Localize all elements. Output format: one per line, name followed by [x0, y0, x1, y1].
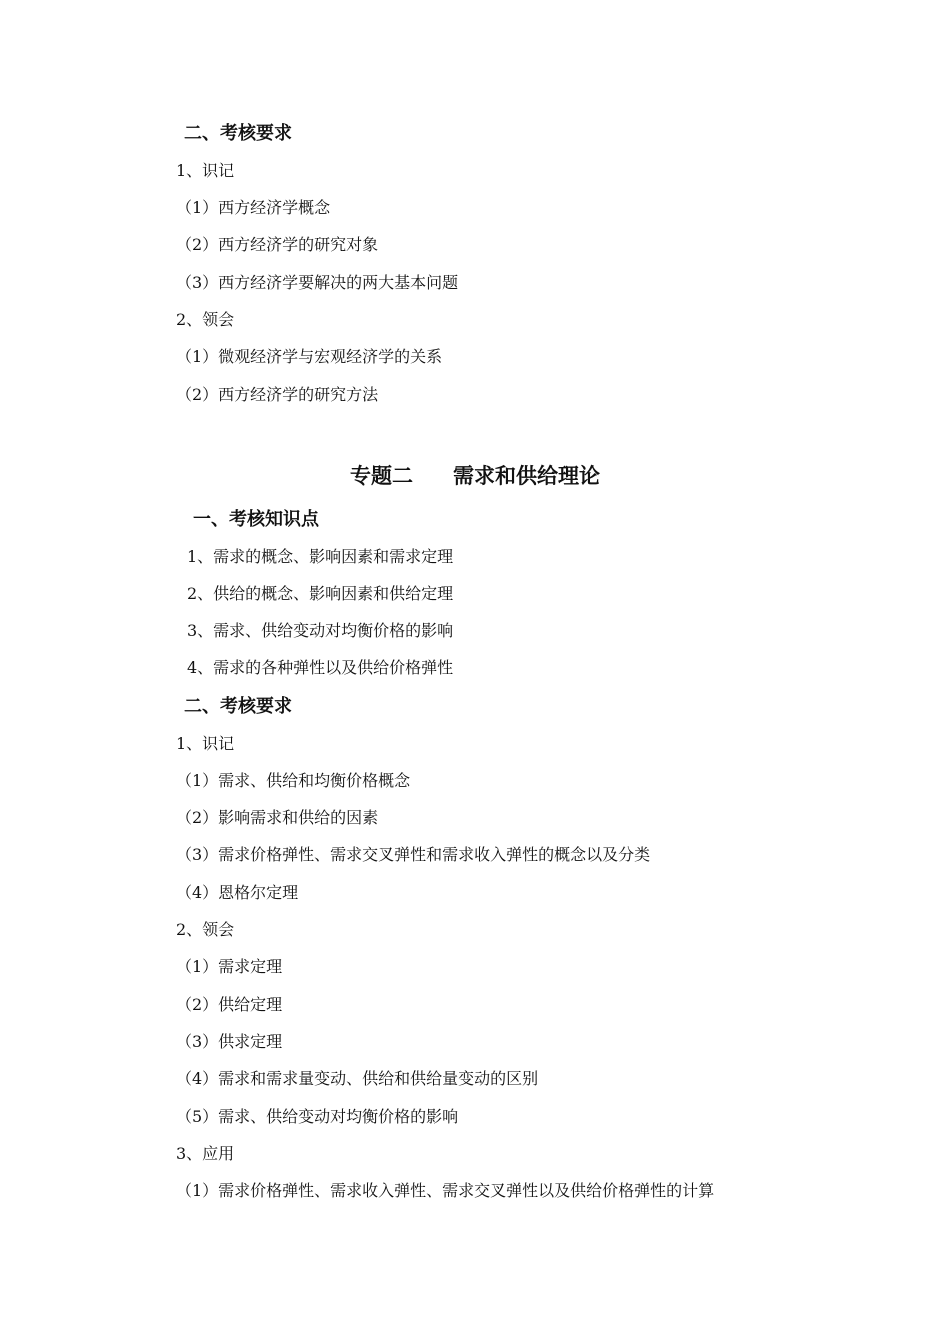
understand-label: 2、领会 [176, 310, 235, 329]
list-item: （2）西方经济学的研究方法 [176, 385, 379, 404]
list-item: （1）需求定理 [176, 957, 283, 976]
list-item: 3、需求、供给变动对均衡价格的影响 [187, 621, 454, 640]
list-item: 4、需求的各种弹性以及供给价格弹性 [187, 658, 454, 677]
list-item: （3）需求价格弹性、需求交叉弹性和需求收入弹性的概念以及分类 [176, 845, 651, 864]
list-item: （1）微观经济学与宏观经济学的关系 [176, 347, 443, 366]
list-item: （2）影响需求和供给的因素 [176, 808, 379, 827]
apply-label: 3、应用 [176, 1144, 235, 1163]
list-item: 1、需求的概念、影响因素和需求定理 [187, 547, 454, 566]
section-heading: 二、考核要求 [184, 123, 292, 144]
understand-label: 2、领会 [176, 920, 235, 939]
list-item: （1）需求价格弹性、需求收入弹性、需求交叉弹性以及供给价格弹性的计算 [176, 1181, 715, 1200]
list-item: 2、供给的概念、影响因素和供给定理 [187, 584, 454, 603]
topic-name: 需求和供给理论 [453, 464, 600, 488]
list-item: （3）供求定理 [176, 1032, 283, 1051]
list-item: （2）西方经济学的研究对象 [176, 235, 379, 254]
section-heading: 二、考核要求 [184, 696, 292, 717]
topic-title [0, 463, 950, 489]
list-item: （4）需求和需求量变动、供给和供给量变动的区别 [176, 1069, 539, 1088]
recall-label: 1、识记 [176, 161, 235, 180]
list-item: （2）供给定理 [176, 995, 283, 1014]
list-item: （5）需求、供给变动对均衡价格的影响 [176, 1107, 459, 1126]
topic-number: 专题二 [350, 464, 413, 488]
list-item: （1）需求、供给和均衡价格概念 [176, 771, 411, 790]
list-item: （4）恩格尔定理 [176, 883, 299, 902]
section-heading: 一、考核知识点 [193, 509, 319, 530]
recall-label: 1、识记 [176, 734, 235, 753]
list-item: （3）西方经济学要解决的两大基本问题 [176, 273, 459, 292]
list-item: （1）西方经济学概念 [176, 198, 331, 217]
